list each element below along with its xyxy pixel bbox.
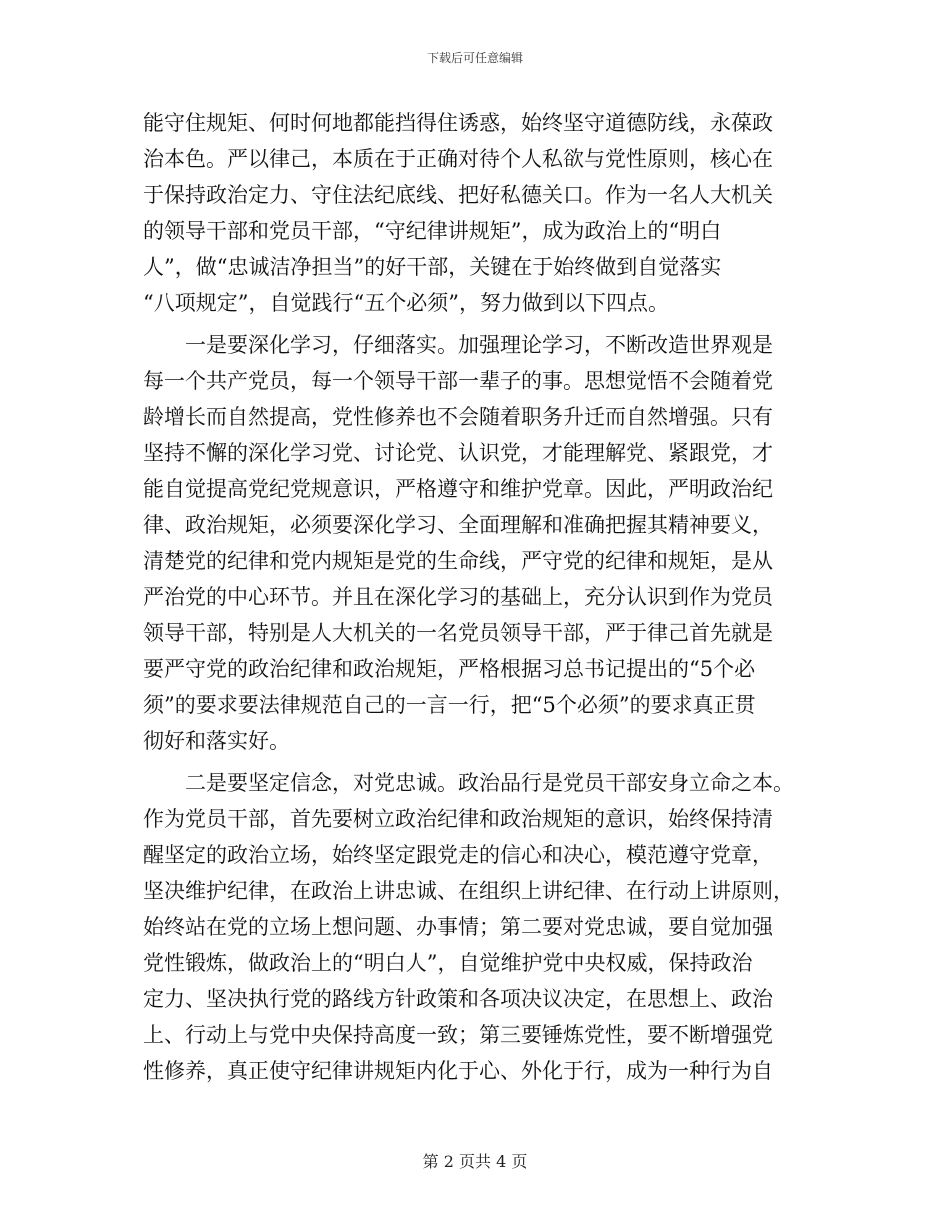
- text-line: 人”，做“忠诚洁净担当”的好干部，关键在于始终做到自觉落实: [143, 255, 722, 279]
- text-line: 领导干部，特别是人大机关的一名党员领导干部，严于律己首先就是: [143, 621, 773, 645]
- text-line: 坚决维护纪律，在政治上讲忠诚、在组织上讲纪律、在行动上讲原则，: [143, 879, 794, 903]
- text-line: 于保持政治定力、守住法纪底线、把好私德关口。作为一名人大机关: [143, 183, 773, 207]
- text-line: 始终站在党的立场上想问题、办事情；第二要对党忠诚，要自觉加强: [143, 915, 773, 939]
- text-line: 彻好和落实好。: [143, 729, 290, 753]
- text-line: 一是要深化学习，仔细落实。加强理论学习，不断改造世界观是: [185, 333, 773, 357]
- text-line: 严治党的中心环节。并且在深化学习的基础上，充分认识到作为党员: [143, 585, 773, 609]
- text-line: 治本色。严以律己，本质在于正确对待个人私欲与党性原则，核心在: [143, 147, 773, 171]
- page-header-note: 下载后可任意编辑: [426, 51, 523, 65]
- text-line: 二是要坚定信念，对党忠诚。政治品行是党员干部安身立命之本。: [185, 771, 794, 795]
- text-line: “八项规定”，自觉践行“五个必须”，努力做到以下四点。: [143, 291, 669, 315]
- text-line: 党性锻炼，做政治上的“明白人”，自觉维护党中央权威，保持政治: [143, 951, 753, 975]
- text-line: 定力、坚决执行党的路线方针政策和各项决议决定，在思想上、政治: [143, 987, 773, 1011]
- text-line: 能自觉提高党纪党规意识，严格遵守和维护党章。因此，严明政治纪: [143, 477, 773, 501]
- text-line: 上、行动上与党中央保持高度一致；第三要锤炼党性，要不断增强党: [143, 1023, 773, 1047]
- paragraph-1: [143, 105, 813, 321]
- text-line: 每一个共产党员，每一个领导干部一辈子的事。思想觉悟不会随着党: [143, 369, 773, 393]
- text-line: 须”的要求要法律规范自己的一言一行，把“5个必须”的要求真正贯: [143, 693, 756, 717]
- text-line: 要严守党的政治纪律和政治规矩，严格根据习总书记提出的“5个必: [143, 657, 756, 681]
- paragraph-2: [143, 327, 813, 759]
- text-line: 醒坚定的政治立场，始终坚定跟党走的信心和决心，模范遵守党章，: [143, 843, 773, 867]
- text-line: 能守住规矩、何时何地都能挡得住诱惑，始终坚守道德防线，永葆政: [143, 111, 773, 135]
- text-line: 坚持不懈的深化学习党、讨论党、认识党，才能理解党、紧跟党，才: [143, 441, 773, 465]
- text-line: 龄增长而自然提高，党性修养也不会随着职务升迁而自然增强。只有: [143, 405, 773, 429]
- text-line: 律、政治规矩，必须要深化学习、全面理解和准确把握其精神要义，: [143, 513, 773, 537]
- text-line: 清楚党的纪律和党内规矩是党的生命线，严守党的纪律和规矩，是从: [143, 549, 773, 573]
- text-line: 作为党员干部，首先要树立政治纪律和政治规矩的意识，始终保持清: [143, 807, 773, 831]
- text-line: 的领导干部和党员干部，“守纪律讲规矩”，成为政治上的“明白: [143, 219, 722, 243]
- paragraph-3: [143, 765, 813, 1089]
- text-line: 性修养，真正使守纪律讲规矩内化于心、外化于行，成为一种行为自: [143, 1059, 773, 1083]
- document-body: [143, 105, 813, 1089]
- page-number-footer: 第 2 页共 4 页: [422, 1152, 528, 1171]
